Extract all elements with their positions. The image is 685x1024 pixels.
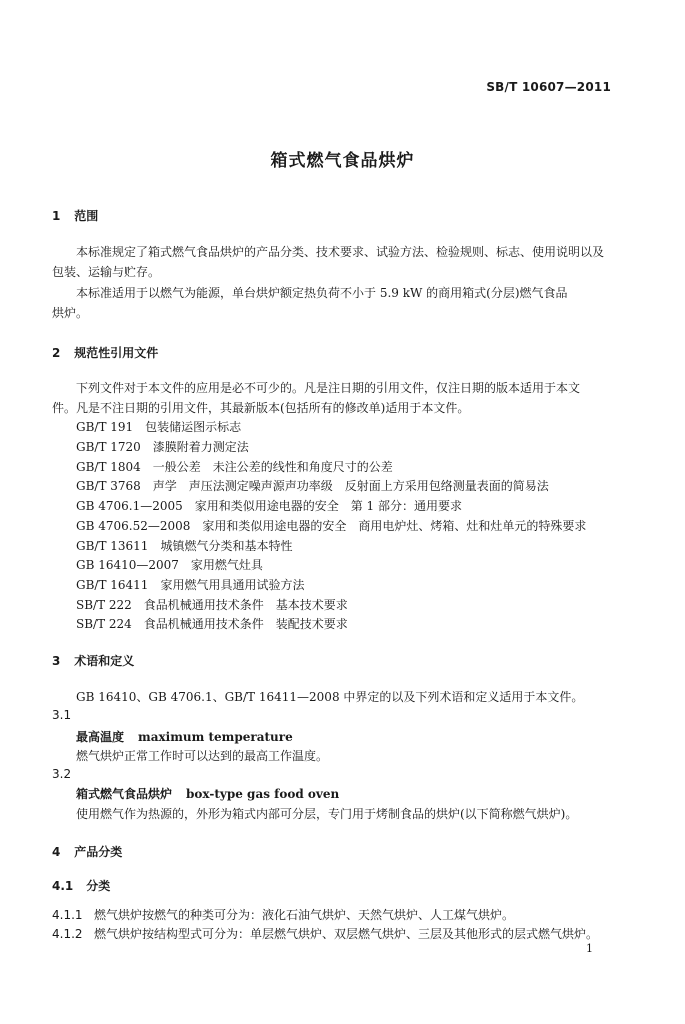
reference-item: GB 4706.1—2005 家用和类似用途电器的安全 第 1 部分：通用要求 — [76, 499, 463, 513]
section-title: 规范性引用文件 — [74, 346, 159, 360]
text-line: 本标准规定了箱式燃气食品烘炉的产品分类、技术要求、试验方法、检验规则、标志、使用说明以及 — [76, 245, 605, 259]
subsection-title: 分类 — [86, 879, 111, 893]
clause-number: 4.1.1 — [52, 908, 83, 922]
reference-item: GB 16410—2007 家用燃气灶具 — [76, 558, 263, 572]
text-line: 件。凡是不注日期的引用文件，其最新版本(包括所有的修改单)适用于本文件。 — [52, 401, 470, 415]
text-line: 包装、运输与贮存。 — [52, 265, 161, 279]
section-title: 产品分类 — [74, 845, 123, 859]
clause-text: 燃气烘炉按燃气的种类可分为：液化石油气烘炉、天然气烘炉、人工煤气烘炉。 — [94, 908, 515, 922]
reference-item: SB/T 224 食品机械通用技术条件 装配技术要求 — [76, 617, 348, 631]
normative-intro — [52, 378, 614, 418]
term-number: 3.2 — [52, 767, 72, 781]
clause-text: 燃气烘炉按结构型式可分为：单层燃气烘炉、双层燃气烘炉、三层及其他形式的层式燃气烘炉。 — [94, 927, 599, 941]
term-name-en: box-type gas food oven — [186, 787, 340, 801]
document-title: 箱式燃气食品烘炉 — [270, 151, 415, 171]
section-number: 2 — [52, 346, 61, 360]
scope-paragraph-2 — [52, 283, 614, 323]
section-title: 术语和定义 — [74, 654, 135, 668]
term-name — [76, 728, 293, 745]
term-name — [76, 785, 339, 802]
text-line: 下列文件对于本文件的应用是必不可少的。凡是注日期的引用文件，仅注日期的版本适用于本文 — [76, 381, 581, 395]
term-name-zh: 最高温度 — [76, 730, 125, 744]
scope-paragraph-1 — [52, 242, 614, 282]
section-1-heading — [52, 207, 98, 224]
section-3-heading — [52, 652, 134, 669]
reference-item: GB/T 3768 声学 声压法测定噪声源声功率级 反射面上方采用包络测量表面的简易法 — [76, 479, 549, 493]
clause-item — [52, 906, 514, 923]
page-number: 1 — [586, 942, 593, 955]
term-definition: 使用燃气作为热源的，外形为箱式内部可分层，专门用于烤制食品的烘炉(以下简称燃气烘炉)。 — [76, 807, 578, 821]
term-number: 3.1 — [52, 708, 72, 722]
section-number: 1 — [52, 209, 61, 223]
section-title: 范围 — [74, 209, 99, 223]
subsection-number: 4.1 — [52, 879, 74, 893]
section-4-heading — [52, 843, 122, 860]
clause-number: 4.1.2 — [52, 927, 83, 941]
section-number: 4 — [52, 845, 61, 859]
term-name-zh: 箱式燃气食品烘炉 — [76, 787, 173, 801]
standard-code: SB/T 10607—2011 — [486, 80, 611, 94]
text-line: 烘炉。 — [52, 306, 89, 320]
terms-intro: GB 16410、GB 4706.1、GB/T 16411—2008 中界定的以及下列术语和定义适用于本文件。 — [76, 690, 584, 704]
term-name-en: maximum temperature — [138, 730, 293, 744]
reference-item: GB/T 13611 城镇燃气分类和基本特性 — [76, 539, 293, 553]
reference-item: GB/T 191 包装储运图示标志 — [76, 420, 242, 434]
reference-item: GB/T 1804 一般公差 未注公差的线性和角度尺寸的公差 — [76, 460, 393, 474]
section-number: 3 — [52, 654, 61, 668]
section-2-heading — [52, 344, 158, 361]
clause-item — [52, 925, 598, 942]
reference-item: GB/T 1720 漆膜附着力测定法 — [76, 440, 249, 454]
term-definition: 燃气烘炉正常工作时可以达到的最高工作温度。 — [76, 749, 329, 763]
reference-item: SB/T 222 食品机械通用技术条件 基本技术要求 — [76, 598, 348, 612]
reference-item: GB 4706.52—2008 家用和类似用途电器的安全 商用电炉灶、烤箱、灶和灶单元的特殊要求 — [76, 519, 587, 533]
text-line: 本标准适用于以燃气为能源，单台烘炉额定热负荷不小于 5.9 kW 的商用箱式(分层)燃气食品 — [76, 286, 568, 300]
subsection-4-1-heading — [52, 877, 110, 894]
reference-item: GB/T 16411 家用燃气用具通用试验方法 — [76, 578, 305, 592]
